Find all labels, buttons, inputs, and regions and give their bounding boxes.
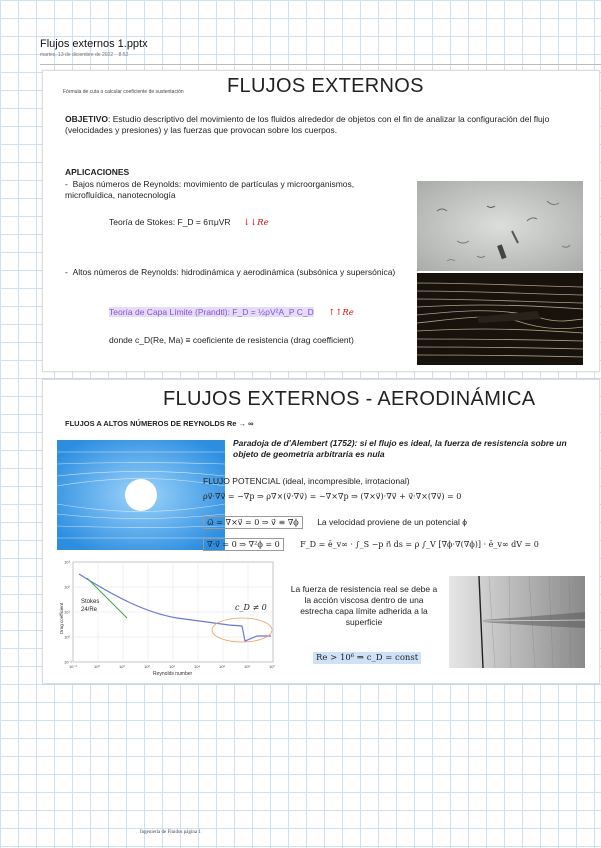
boundary-layer-photo [449, 576, 585, 668]
drag-integral-equation: F_D = ē_v∞ · ∫_S −p n⃗ ds = ρ ∫_V [∇ϕ·∇(∇ϕ)] · ē_v∞ dV = 0 [300, 540, 539, 549]
microorganisms-photo [417, 181, 583, 271]
capa-handwriting: ↑↑Re [328, 308, 354, 318]
x-tick-label: 10⁻¹ [69, 664, 77, 669]
stokes-formula: Teoría de Stokes: F_D = 6πμVR ↓↓Re [109, 217, 269, 228]
vorticity-equation: ω⃗ = ∇×v⃗ = 0 ⇒ v⃗ ≡ ∇ϕ [203, 516, 303, 529]
slide-title: FLUJOS EXTERNOS [227, 75, 424, 97]
dalembert-paradox: Paradoja de d'Alembert (1752): si el flujo es ideal, la fuerza de resistencia sobre un objeto de geometría arbitraria es nula [233, 438, 567, 459]
donde-definition: donde c_D(Re, Ma) ≡ coeficiente de resistencia (drag coefficient) [109, 335, 354, 345]
capa-limite-formula: Teoría de Capa Límite (Prandtl): F_D = ½ρV²A_P C_D ↑↑Re [109, 307, 354, 318]
potential-text: La velocidad proviene de un potencial ϕ [317, 517, 468, 527]
x-tick-label: 10⁰ [94, 664, 101, 669]
vorticity-row [203, 512, 467, 530]
slide-aerodinamica[interactable] [42, 379, 600, 684]
reynolds-condition: Re > 10⁶ ⇒ c_D = const [313, 652, 421, 664]
smoke-streamlines-photo [417, 273, 583, 365]
y-tick-label: 10⁰ [64, 634, 71, 640]
y-axis-label: Drag coefficient [59, 602, 64, 634]
x-tick-label: 10² [144, 664, 150, 669]
y-tick-label: 10⁻¹ [64, 659, 72, 665]
stokes-sub-label: 24/Re [81, 607, 98, 613]
bullet-high-reynolds: - Altos números de Reynolds: hidrodinámica y aerodinámica (subsónica y supersónica) [65, 267, 396, 277]
page-footer: Ingeniería de Fluidos página 1 [140, 830, 201, 835]
x-tick-label: 10³ [169, 664, 175, 669]
euler-equation: ρv⃗·∇v⃗ = −∇p ⇒ ρ∇×(v⃗·∇v⃗) = −∇×∇p ⇒ (∇×v⃗)·∇v⃗ + v⃗·∇×(∇v⃗) = 0 [203, 492, 462, 501]
x-tick-label: 10¹ [119, 664, 125, 669]
x-tick-label: 10⁵ [219, 664, 226, 669]
bullet-low-reynolds: - Bajos números de Reynolds: movimiento de partículas y microorganismos, microfluídica, nanotecnología [65, 179, 355, 200]
x-tick-label: 10⁷ [269, 664, 275, 669]
page-date: martes, 13 de diciembre de 2022 8:52 [40, 52, 129, 58]
header-divider [40, 64, 601, 65]
slide2-subtitle: FLUJOS A ALTOS NÚMEROS DE REYNOLDS Re → ∞ [65, 419, 254, 428]
slide2-title: FLUJOS EXTERNOS - AERODINÁMICA [163, 388, 536, 410]
stokes-label: Stokes [81, 599, 100, 605]
laplace-row [203, 534, 539, 552]
slide-note: Fórmula de cuta o calcular coeficiente de sustentación [63, 89, 184, 95]
x-tick-label: 10⁶ [244, 664, 251, 669]
objetivo-paragraph: OBJETIVO: Estudio descriptivo del movimiento de los fluidos alrededor de objetos con el fin de analizar la configuración del flujo (velocidades y presiones) y las fuerzas que provocan sobre los cuerpos. [65, 114, 550, 135]
laplace-equation: ∇·v⃗ = 0 ⇒ ∇²ϕ = 0 [203, 538, 284, 551]
y-tick-label: 10² [64, 584, 70, 590]
cd-label: c_D ≠ 0 [235, 603, 267, 612]
x-tick-label: 10⁴ [194, 664, 201, 669]
page-title: Flujos externos 1.pptx [40, 38, 148, 50]
page-header [40, 38, 148, 58]
real-drag-text: La fuerza de resistencia real se debe a la acción viscosa dentro de una estrecha capa límite adherida a la superficie [290, 584, 438, 627]
y-tick-label: 10³ [64, 559, 70, 565]
potential-flow-image [57, 440, 225, 550]
drag-coefficient-chart [57, 558, 279, 678]
aplicaciones-heading: APLICACIONES [65, 167, 130, 177]
x-axis-label: Reynolds number [153, 671, 193, 677]
slide-flujos-externos[interactable] [42, 70, 600, 372]
potential-flow-heading: FLUJO POTENCIAL (ideal, incompresible, irrotacional) [203, 476, 410, 486]
y-tick-label: 10¹ [64, 609, 70, 615]
stokes-handwriting: ↓↓Re [242, 218, 269, 228]
